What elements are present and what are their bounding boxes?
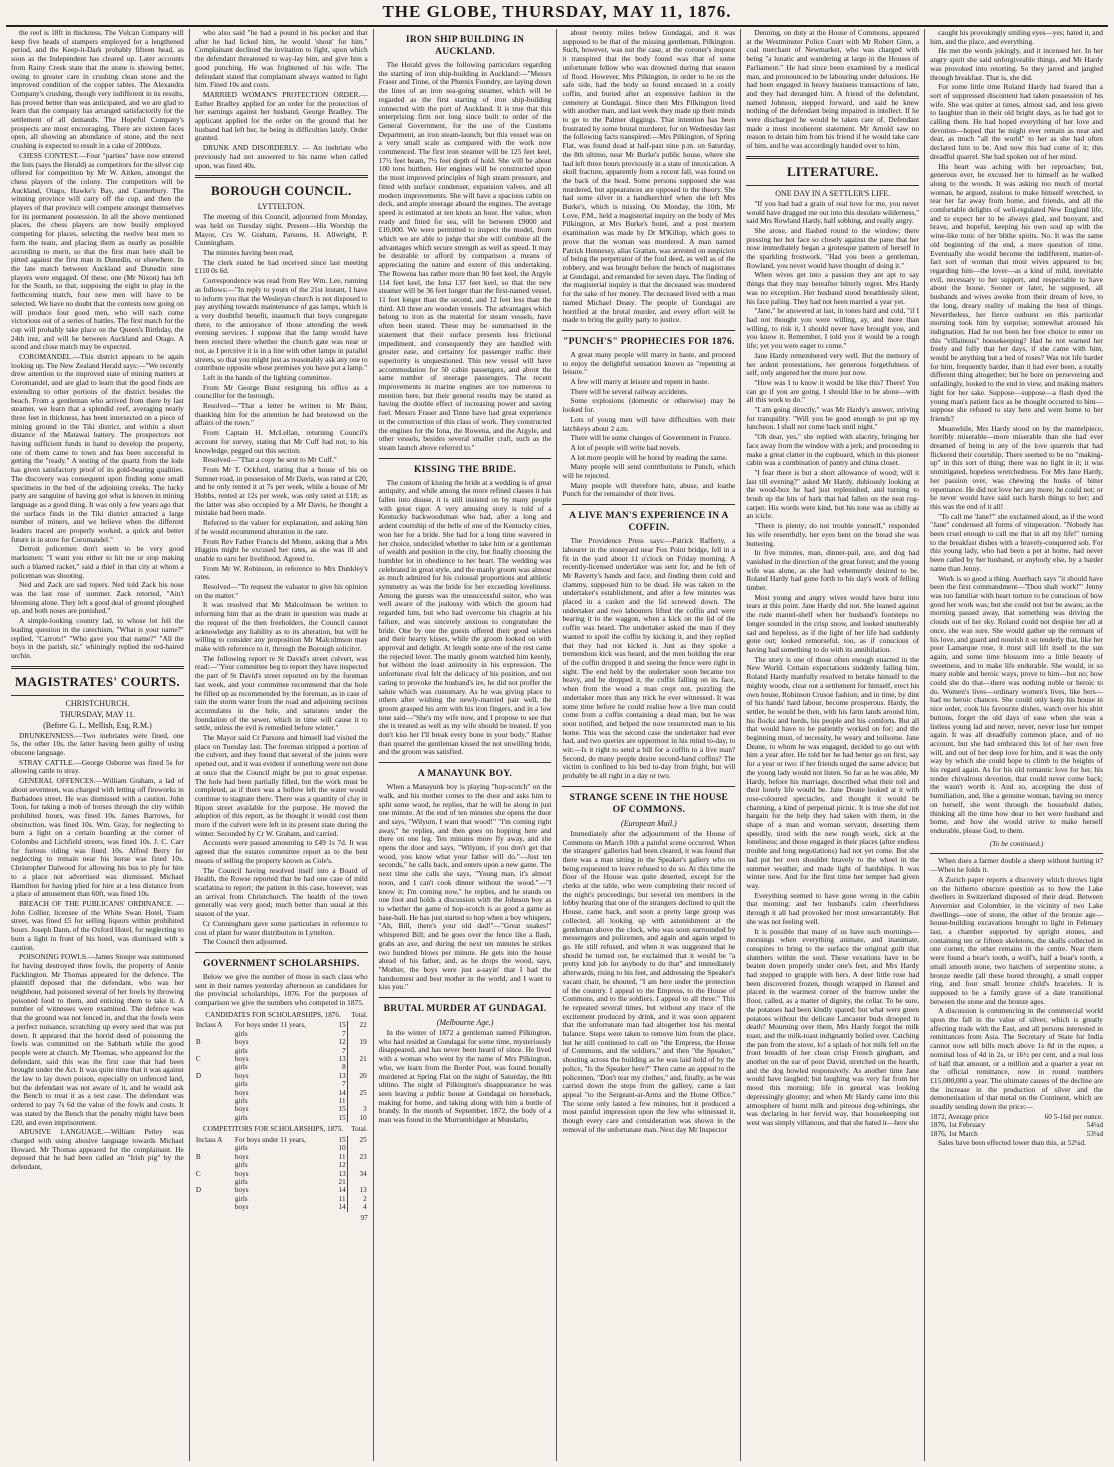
- article-paragraph: CHESS CONTEST.—Four "parties" have now entered the lists (says the Herald) as competitors for the silver cup offered for competition by Mr W. Aitken, amongst the chess players of the colony. The competitors will be Auckland, Otago, Hawke's Bay, and Canterbury. The winning province will carry off the cup, and then the players of that province will compete amongst themselves for its permanent possession. In all the above mentioned places, the chess players are now busily employed competing for places, selecting the twelve best men to form the team, and placing them as nearly as possible according to merit, so that the first man here shall be pitted against the first man in Dunedin, or elsewhere. In the late match between Auckland and Dunedin nine players were engaged. Of these, one (Mr Nixon) has left for the South, so that, supposing the eight to play in the forthcoming match, four new men will have to be selected. We have no doubt that the contests now going on will produce four good men, who will each come victorious out of a series of battles. The first match for the cup will probably take place on the Queen's Birthday, the 24th inst, and will be between Auckland and Otago. A scond and close match may be expected.: [11, 150, 184, 352]
- table-kind-cell: girls: [234, 1113, 248, 1122]
- table-count-cell: 7: [342, 1046, 346, 1055]
- section-subheading: ONE DAY IN A SETTLER'S LIFE.: [775, 188, 891, 198]
- article-paragraph: "Jane," he answered at last, in tones hard and cold, "if I had not thought you were willing, ay, and more than willing, to risk it, I should never have brought you, and you know it. Remember, I told you it would be a rough life; yet you were eager to come.": [746, 306, 920, 351]
- table-kind-cell: boys: [234, 1203, 249, 1212]
- table-total-cell: 25: [347, 1136, 368, 1144]
- table-count-cell: 15: [338, 1021, 346, 1030]
- section-divider: [11, 666, 184, 669]
- table-row: [195, 1030, 368, 1038]
- table-class-cell: [195, 1063, 234, 1071]
- article-paragraph: Many people will send contributions to Punch, which will be rejected.: [562, 462, 736, 481]
- section-heading: LITERATURE.: [786, 163, 879, 179]
- table-row: [195, 1144, 368, 1152]
- article-paragraph: "How was I to know it would be like this? There! You can go if you are going. I should like to be alone—with all this work to do.": [746, 377, 920, 405]
- article-paragraph: A few will marry at leisure and repent in haste.: [570, 377, 710, 387]
- table-class-cell: [195, 1161, 234, 1169]
- table-class-cell: [195, 1195, 234, 1203]
- table-count-cell: 10: [338, 1144, 346, 1153]
- table-class-cell: [195, 1089, 234, 1097]
- table-title-text: CANDIDATES FOR SCHOLARSHIPS, 1876.: [205, 1010, 341, 1019]
- table-kind-cell: boys: [234, 1055, 249, 1064]
- section-divider: [379, 997, 552, 998]
- table-class-cell: [195, 1114, 234, 1122]
- article-paragraph: Left in the hands of the lighting committee.: [202, 372, 332, 382]
- table-class-cell: [195, 1105, 234, 1113]
- article-paragraph: "I fear there is but a short allowance of wood; will it last till evening?" asked Mr Hardy, dubiously looking at the wood-box he had just replenished, and turning to brush up the bits of bark that had fallen on the neat rug-carpet. His words were kind, but his tone was as chilly as an icicle.: [746, 467, 920, 521]
- table-count-cell: 11: [338, 1194, 346, 1203]
- scholarship-table-1875: [195, 1136, 368, 1212]
- table-kind-cell: For boys under 11 years,: [234, 1136, 306, 1144]
- table-class-cell: [195, 1144, 234, 1152]
- table-total-cell: 10: [347, 1114, 368, 1122]
- table-count-cell: 7: [342, 1029, 346, 1038]
- article-paragraph: The meeting of this Council, adjourned from Monday, was held on Tuesday night. Present—His Worship the Mayor, Crs W. Graham, Parsons, H. Allwright, P. Cunningham.: [194, 212, 368, 248]
- article-paragraph: The Mayor said Cr Parsons and himself had visited the place on Tuesday last. The foreman stripped a portion of the culvert, and they found that several of the joints were opened out, and it was evident if something were not done at once that the Council might be put to great expense. The hole had been partially filled, but the work must be completed, as if there was a hollow left the water would continue to stagnate there. There was a quantity of clay in Ripon street available for the purpose. He moved the adoption of this report, as he thought it would cost them more if the culvert were left in its present state during the winter. Seconded by Cr W. Graham, and carried.: [194, 733, 368, 838]
- section-divider: [562, 330, 735, 331]
- table-row: [195, 1080, 368, 1088]
- table-row: [195, 1055, 368, 1063]
- table-kind-cell: girls: [234, 1029, 248, 1038]
- section-heading: BOROUGH COUNCIL.: [210, 183, 352, 199]
- table-kind-cell: girls: [234, 1144, 248, 1153]
- scholarship-table-1876: [195, 1021, 368, 1122]
- article-paragraph: Most young and angry wives would have burst into tears at this point. Jane Hardy did not. She leaned against the rude mantel-shelf when her husband's footsteps no longer sounded in the crisp snow, and looked unutterably sad and hopeless, as if the light of her life had suddenly gone out; looked remorseful, too, as if conscious of having had something to do with its annihilation.: [746, 592, 920, 654]
- article-paragraph: Detroit policemen don't seem to be very good marksmen: "I want you either to hit me or stop making such a blamed racket," said a thief in that city at whom a policeman was shooting.: [11, 544, 184, 580]
- table-row: [195, 1038, 368, 1046]
- table-class-cell: [195, 1047, 234, 1055]
- article-paragraph: The minutes having been read,: [202, 248, 294, 258]
- table-row: [195, 1186, 368, 1194]
- to-be-continued: (To be continued.): [989, 838, 1044, 848]
- article-paragraph: A lot more people will be bored by reading the same.: [570, 452, 728, 462]
- column-5: [741, 29, 925, 1461]
- table-count-cell: 13: [338, 1169, 346, 1178]
- article-paragraph: A lot of people will write bad novels.: [570, 442, 681, 452]
- table-class-cell: B: [195, 1152, 201, 1161]
- article-paragraph: A discussion is commencing in the commercial world upon the fall in the value of silver, which is greatly affecting trade with the East, and all persons interested in remittances from Asia. The Secretary of State for India cannot now sell bills much above 1s 8d in the rupee, a nominal loss of 4d in 2s, or 16½ per cent, and a real loss of half that amount, or a million and a quarter a year on the official remittance, now in round numbers £15,000,000 a year. The ultimate causes of the decline are the increase in the production of silver and the demonetisation of that metal on the Continent, which are steadily sending down the price:—: [930, 1006, 1103, 1112]
- article-source: (European Mail.): [621, 818, 677, 828]
- article-paragraph: Meanwhile, Mrs Hardy stood on by the mantelpiece, horribly miserable—more miserable than she had ever dreamed of being in any of the love quarrels that had flickered their courtship. There seemed to be no "making-up" in this sort of thing; there was no light in it; it was unmitigated, hopeless wretchedness. For Mrs Jane Hardy, her passion over, was chewing the husks of bitter repentance. He did not love her any more; he could not; or he never would have said such harsh things to her; and this was the end of it all!: [930, 423, 1103, 511]
- section-subheading: LYTTELTON.: [257, 202, 305, 212]
- table-class-cell: [195, 1097, 234, 1105]
- table-total-cell: 23: [347, 1153, 368, 1161]
- silver-price-value: 54¼d: [1086, 1120, 1103, 1130]
- table-total-label: Total.: [351, 1010, 368, 1019]
- table-total-cell: [347, 1161, 368, 1169]
- table-count-cell: 21: [338, 1178, 346, 1187]
- table-count-cell: 13: [338, 1055, 346, 1064]
- section-divider: [930, 853, 1103, 854]
- column-1: [6, 29, 190, 1461]
- table-title: [195, 1011, 368, 1020]
- article-paragraph: Accounts were passed amounting to £49 1s 7d. It was agreed that the estates committee report as to the best means of selling the property known as Cole's.: [194, 838, 368, 865]
- article-paragraph: "There is plenty; do not trouble yourself," responded his wife resentfully, her eyes bent on the bread she was buttering.: [746, 521, 920, 548]
- table-total-cell: 4: [347, 1203, 368, 1211]
- silver-price-date: 1872, Average price: [930, 1111, 989, 1121]
- article-paragraph: Jane Hardy remembered very well. But the memory of her ardent protestations, her generous forgetfulness of self, only angered her the more just now.: [746, 350, 920, 378]
- table-class-cell: [195, 1178, 234, 1186]
- article-paragraph: In the winter of 1872 a gentleman named Pilkington, who had resided at Gundagai for some time, mysteriously disappeared, and has never been heard of since. He lived with a woman who went by the name of Mrs Pilkington, who, we learn from the Border Post, was found brutally murdered at Spring Flat on the night of Saturday, the 8th ultimo. The night of Pilkington's disappearance he was seen leaving a public house at Gundagai on horseback, making for home, and taking along with him a bottle of brandy. In the month of September, 1872, the body of a man was found in the Murrumbidgee at Mundarlo,: [378, 1028, 552, 1125]
- table-count-cell: 7: [342, 1080, 346, 1089]
- masthead: THE GLOBE, THURSDAY, MAY 11, 1876.: [382, 2, 732, 21]
- article-paragraph: "I am going directly," was Mr Hardy's answer, striving for tranquility. "Will you be good enough to put up my luncheon. I shall not come back until night.": [746, 405, 920, 432]
- article-paragraph: Many people will therefore hate, abuse, and loathe Punch for the remainder of their lives.: [562, 480, 736, 499]
- article-paragraph: In five minutes, man, dinner-pail, axe, and dog had vanished in the direction of the great forest; and the young wife was alone, as she had vehemently desired to be. Roland Hardy had gone forth to his day's work of felling timber.: [746, 548, 920, 593]
- table-count-cell: 15: [338, 1113, 346, 1122]
- table-grand-total: 97: [360, 1213, 368, 1222]
- table-kind-cell: boys: [234, 1105, 249, 1114]
- article-paragraph: There will be some changes of Government in France.: [570, 433, 732, 443]
- article-paragraph: The clerk stated he had received since last meeting £110 0s 6d.: [194, 257, 368, 276]
- section-divider: [562, 786, 735, 787]
- article-paragraph: Sales have been effected lower than this, at 52¼d.: [938, 1137, 1086, 1147]
- table-total-cell: [347, 1047, 368, 1055]
- section-divider: [11, 695, 184, 696]
- section-divider: [379, 458, 552, 459]
- section-divider: [746, 156, 919, 159]
- article-paragraph: GENERAL OFFENCES.—William Graham, a lad of about seventeen, was charged with letting off fireworks in Barbadoes street. He was dismissed with a caution. John Toon, for taking a mob of horses through the city within prohibited hours, was fined 10s. James Barrows, for obstruction, was fined 10s. Wm. Gray, for neglecting to burn a light on a certain hoarding at the corner of Colombo and Lichfield streets, was fined 10s. J. C. Carr for furious riding was fined 10s. Alfred Berry for neglecting to remain near his horse was fined 10s. Christopher Dalwood for allowing his bus to ply for hire to a place not advertised was dismissed. Michael Hamilton for having plied for hire at a less distance from a place of amusement than 60ft, was fined 10s.: [11, 776, 184, 899]
- silver-price-value: 53¼d: [1086, 1129, 1103, 1139]
- table-total-cell: [347, 1097, 368, 1105]
- table-row: [195, 1203, 368, 1211]
- silver-price-value: 60 5-16d per ounce.: [1044, 1111, 1103, 1121]
- article-paragraph: From Mr T. Ockford, stating that a house of his on Sumner road, in possession of Mr Davis, was rated at £20, and he only rented it at 7s per week, while a house of Mr Hobbs, rented at 12s per week, was only rated at £18; as the latter was also occupied by a Mr Davis, he thought a mistake had been made.: [194, 464, 368, 518]
- article-paragraph: Immediately after the adjournment of the House of Commons on March 10th a painful scene occurred. When the strangers' galleries had been cleared, it was found that there was a man sitting in the Speaker's gallery who on being requested to leave refused to do so. At this time the floor of the House was quite deserted, except for the clerks at the table, who were completing their record of the night's proceedings; but several ten members in the lobby hearing that one of the strangers declined to quit the House, came back, and soon a pretty large group was collected, all looking up with astonishment at the gentleman above the clock, who was soon surrounded by messengers and policemen, and again and again urged to go. He still refused, and when it was suggested that he should be turned out, he exclaimed that it would be "a pretty kind job for anybody to do that" and immediately afterwards, rising to his feet, and addressing the Speaker's vacant chair, he shouted, "I am here under the protection of the country. I appeal to the Empress, to the House of Commons, and to the soldiers. I appeal to all three." This he repeated several times, but without any trace of the excitement produced by drink, and it was soon apparent that the unfortunate man had altogether lost his mental balance. Steps were taken to remove him from the place, but he still continued to call on "the Empress, the House of Commons, and the soldiers," and then "the Speaker," shouting across the building as he was laid hold of by the police, "Is the Speaker here?" Then came an appeal to the policemen, "Don't tear my clothes," and, finally, as he was carried down the steps from the gallery, came a last appeal "to the Sergeant-at-Arms and the Home Office." The scene only lasted a few minutes, but it produced a most painful impression upon the few who witnessed it, though every care and consideration was shown in the removal of the unfortunate man. Next day Mr Inspector: [562, 828, 736, 1134]
- table-count-cell: 12: [338, 1038, 346, 1047]
- table-kind-cell: girls: [234, 1097, 248, 1106]
- table-count-cell: 14: [338, 1186, 346, 1195]
- column-3: [374, 29, 558, 1461]
- column-6: [925, 29, 1108, 1461]
- table-total-cell: 19: [347, 1038, 368, 1046]
- table-total-label: Total.: [351, 1125, 368, 1134]
- table-total-cell: 20: [347, 1072, 368, 1080]
- article-paragraph: "To call me 'Jane!'" she exclaimed aloud, as if the word "Jane" condensed all forms of vituperation. "Nobody has been cruel enough to call me that in all my life!" turning to the breakfast dishes with a bravely-conquered sob. For this young lady, who had been a pet at home, had never been called by her husband, or anybody else, by a harder name than Jenny.: [930, 511, 1103, 573]
- masthead-rule: [6, 25, 1108, 27]
- article-paragraph: When does a farmer double a sheep without hurting it?—When he folds it.: [930, 856, 1103, 875]
- table-class-cell: [195, 1080, 234, 1088]
- table-kind-cell: girls: [234, 1046, 248, 1055]
- silver-price-date: 1876, 1st February: [930, 1120, 986, 1130]
- table-row: [195, 1105, 368, 1113]
- section-divider: [195, 175, 368, 178]
- table-total-cell: 21: [347, 1055, 368, 1063]
- section-heading: IRON SHIP BUILDING IN AUCKLAND.: [405, 35, 525, 57]
- table-total-cell: 2: [347, 1195, 368, 1203]
- table-row: [195, 1047, 368, 1055]
- section-heading: BRUTAL MURDER AT GUNDAGAI.: [383, 1004, 547, 1015]
- table-class-cell: B: [195, 1038, 201, 1047]
- article-paragraph: A simple-looking country lad, to whose lot fell the leading question in the catechism, "What is your name?" replied, "Carrots!" "Who gave you that name?" "All the boys in the parish, sir," whiningly replied the red-haired urchin.: [11, 616, 184, 660]
- section-heading: A MANAYUNK BOY.: [417, 769, 513, 780]
- article-paragraph: BREACH OF THE PUBLICANS' ORDINANCE. —John Collier, licensee of the White Swan Hotel, Tuam street, was fined £5 for selling liquors within prohibited hours. Joseph Dann, of the Oxford Hotel, for neglecting to burn a light in front of his hotel, was dismissed with a caution.: [11, 898, 184, 952]
- table-count-cell: 8: [342, 1063, 346, 1072]
- table-class-cell: D: [195, 1071, 202, 1080]
- section-heading: KISSING THE BRIDE.: [414, 464, 517, 475]
- article-paragraph: POISONING FOWLS.—James Stoupe was summoned for having destroyed three fowls, the property of Annie Packlington. Mr Thomas appeared for the defence. The plaintiff deposed that the defendant, who was her neighbour, had poisoned several of her fowls by throwing poisoned food to them, and enticing them to take it. A number of witnesses were examined. The defence was that the ground was not fenced in, and that the fowls were a perfect nuisance, scratching up every seed that was put down. It appeared that the horrid deed of poisoning the fowls was committed on the Sabbath while the good people were at church. Mr Thomas, who appeared for the defendant, said this was the first case that had been brought under the Act. It was quite time that it was against the law to lay down poison, especially on unfenced land, but the defendant was not aware of it, and he would ask the Bench to treat it as a test case. The defendant was ordered to pay 7s 6d the value of the fowls and costs. It was stated by the Bench that the penalty might have been £20, and even imprisonment.: [11, 952, 184, 1127]
- table-count-cell: 11: [338, 1097, 346, 1106]
- table-total-cell: 34: [347, 1170, 368, 1178]
- table-total-cell: [347, 1178, 368, 1186]
- article-paragraph: It was resolved that Mr Malcolmson be written to informing him that as the drain in question was made at the request of the then freeholders, the Council cannot acknowledge any liability as to its alteration, but will be willing to consider any proposition Mr Malcolmson may make with reference to it, through the Borough solicitor.: [194, 600, 368, 653]
- article-paragraph: Some explosions (domestic or otherwise) may be looked for.: [562, 396, 736, 415]
- article-paragraph: Correspondence was read from Rev Wm. Lee, running as follows:—"In reply to yours of the 21st instant, I have to inform you that the Wesleyan church is not disposed to pay anything towards maintenance of gas lamps, which is a very doubtful benefit, inasmuch that boys congregate there, to the annoyance of those attending the week evening services. I suppose that the lamp would have been erected there whether the church gate was near or not, as I perceive it is in a line with other lamps in parallel streets, so that you might just as reasonably ask any one to contribute opposite whose premises you have put a lamp.": [194, 276, 368, 373]
- article-paragraph: A Zurich paper reports a discovery which throws light on the hitherto obscure question as to how the Lake dwellers in Switzerland disposed of their dead. Between Auvernier and Colombier, in the vicinity of two Lake dwellings—one of stone, the other of the bronze age—house-building excavations brought to light in February last, a chamber supported by upright stones, and containing ten or fifteen skeletons, the skulls collected in one corner, the other remains in the centre. Near them were found a bear's tooth, a wolf's, half a boar's tooth, a small smooth stone, two hatchets of serpentine stone, a bronze needle (all these bored through), a small copper ring, and four small bronze child's bracelets. It is supposed to be a family grave of a date transitional between the stone and the bronze ages.: [930, 874, 1103, 1006]
- article-paragraph: STRAY CATTLE.—George Osborne was fined 5s for allowing cattle to stray.: [11, 757, 184, 776]
- article-paragraph: DRUNKENNESS.—Two inebriates were fined, one 5s, the other 10s, the latter having been guilty of using obscene language.: [11, 730, 184, 758]
- court-date: THURSDAY, MAY 11.: [59, 709, 135, 719]
- article-paragraph: For some little time Roland Hardy had feared that a sort of suppressed discontent had taken possession of his wife. She was quiter at times, almost sad, and less given to laughter than in their old bright days, as he had got to calling them. He had hoped everything of her love and devotion—hoped that he might ever remain as near and dear, as much "all the world" to her as she had often declared him to be. And now this had come of it; this dreadful quarrel. She had spoken out of her mind.: [930, 82, 1103, 161]
- article-paragraph: Resolved—"To request the valuator to give his opinion on the matter.": [194, 582, 368, 600]
- column-2: [190, 29, 374, 1461]
- article-paragraph: From Mr W. Robinson, in reference to Mrs Dunkley's rates.: [194, 563, 368, 582]
- article-paragraph: about twenty miles below Gundagai, and it was supposed to be that of the missing gentleman, Pilkington. Such, however, was not the case, at the coroner's inquest it transpired that the body found was that of some unfortunate fellow who was drowned during that season of flood. However, Mrs Pilkington, in order to be on the safe side, had the body so found encased in a costly coffin, and buried after an expensive fashion in the cemetery at Gundagai. Since then Mrs Pilkington lived with another man, and last week they made up their minds to go to the Palmer diggings. That intention has been frustrated by some brutal murderer, for on Wednesday last the following facts transpired:—Mrs Pilkington, of Spring Flat, was found dead at half-past nine p.m. on Saturday, the 8th ultimo, near Mr Burke's public house, where she had left three hours previously in a state of intoxication. A skull fracture, apparently from a recent fall, was found on the back of the head. Some persons supposed she was murdered, but appearances are opposed to the theory. She had some silver in a handkerchief when she left Mrs Burke's, which is missing. On Monday, the 10th, Mr Love, P.M., held a magisterial inquiry on the body of Mrs Pilkington, at Mrs Burke's hotel, and a post mortem examination was made by Dr M'Killop, which goes to prove that the woman was murdered. A man named Patrick Hennessy, alias Grattan, was arrested on suspicion of being the perpetrator of the foul deed, as well as of the robbery, and was brought before the bench of magistrates at Gundagai, and remanded for seven days. The finding of the magisterial inquiry is that the deceased was murdered for the sake of her money. The deceased lived with a man named Michael Deasy. The people of Gundagai are horrified at the brutal murder, and every effort will be made to bring the guilty party to justice.: [562, 29, 736, 325]
- section-heading: STRANGE SCENE IN THE HOUSE OF COMMONS.: [569, 792, 729, 815]
- table-title-text: COMPETITORS FOR SCHOLARSHIPS, 1875.: [202, 1125, 344, 1134]
- article-paragraph: The Providence Press says:—Patrick Rafferty, a labourer in the stoneyard near Fox Point bridge, fell in a fit in the yard about 11 o'clock on Friday morning. A recently-licensed undertaker was sent for, and he felt of Mr Raverty's hands and face, and finding them cold and clammy, supposed him to be dead. He was taken to the undertaker's establishment, and after a few minutes was placed in a casket and the lid screwed down. The undertaker and two labourers lifted the coffin and were bearing it to the waggon, when a kick on the lid of the coffin was heard. The undertaker asked the man if they wanted to spoil the coffin by kicking it, and they replied that they had not kicked it. Just as they spoke a tremendous kick was heard, and the men holding the rear of the coffin dropped it and seeing the fence were right in sight. The end held by the undertaker soon became too heavy, and he dropped it, the coffin falling on its face, when from the wood a man crept out, puzzling the undertaker more than any trick he ever witnessed. It was some time before he could realise how a live man could come from a coffin containing a dead man, but he was soon notified, and helped the now resurrected man to his home. This was the second case the undertaker had ever had, and two queries are uppermost in his mind to-day, to wit:—Is it right to send a bill for a coffin to a live man? Second, do many people desire second-hand coffins? The victim is confined to his bed to-day from fright, but will probably be all right in a day or two.: [562, 536, 736, 781]
- table-count-cell: 12: [338, 1161, 346, 1170]
- table-row: [195, 1063, 368, 1071]
- table-kind-cell: girls: [234, 1161, 248, 1170]
- table-count-cell: 15: [338, 1105, 346, 1114]
- table-class-cell: [195, 1030, 234, 1038]
- section-divider: [746, 185, 919, 186]
- article-paragraph: the reef is 18ft in thickness. The Vulcan Company will keep five heads of stampers employed for a lengthened period, and the Keep-it-Dark probably fifteen head, as soon as the Independent has cleared up. Later accounts from Rainy Creek state that the stone is showing better, owing to greater care in crushing clean stone and the improved condition of the copper tables. The Alexandra Company's crushing, though very indifferent in its results, has proved better than was anticipated, and we are glad to learn that the company has arranged satisfactorily for the settlement of all demands. The Hopeful Company's prospects are most encouraging. There are sixteen faces open, all showing an abundance of stone, and the next crushing is expected to result in a cake of 2000ozs.: [11, 29, 184, 151]
- table-kind-cell: boys: [234, 1186, 249, 1195]
- table-row: [195, 1161, 368, 1169]
- table-kind-cell: boys: [234, 1152, 249, 1161]
- table-kind-cell: boys: [234, 1169, 249, 1178]
- section-heading: "PUNCH'S" PROPHECIES FOR 1876.: [563, 336, 735, 347]
- table-class-cell: D: [195, 1186, 202, 1195]
- article-paragraph: Work is so good a thing. Auerbach says "it should have been the first commandment—'Thou shalt work!'" Jenny was too familiar with heart torture to be conscious of how good her work was; but she could not but be aware, as the morning passed away, that something was driving the clouds out of her sky. Roland could not despise her all at once, she was sure. She would gather up the remnant of his love, and guard and nourish it so tenderly that, like her poor Lamarque rose, it must still lift itself to the sun again, and some time blossom into a little beauty of sweetness, and to make life endurable. She would, in so many noble and heroic ways, prove to him—but no; how could she do that—there was nothing noble or heroic to do. Women's lives—ordinary women's lives, like hers—had no heroic chances. She could only keep his house in nice order, cook his favourite dishes, watch over his shirt buttons, forget the old days of ease when she was a listless young lad and never, never, never lose her temper again. It was all dreadfully common place, and of no account, but she had embraced this lot of her own free will, and out of her deep love for him, and it was the only way by which she could hope to climb to the heights of his regard again. As for his old romantic love for her, his tender chivalrous devotion, that could never come back; the wasn't worth it. And so, accepting the dust of humiliation, and, like a genuine woman, having no mercy on herself, she went through the household duties, thinking all the time how dear to her were husband and home, and how she would strive to make herself endurable, please God, to them.: [930, 573, 1103, 835]
- court-place: CHRISTCHURCH.: [65, 698, 130, 708]
- table-kind-cell: girls: [234, 1063, 248, 1072]
- table-row: [195, 1072, 368, 1080]
- column-4: [557, 29, 741, 1461]
- article-paragraph: The Council having resolved itself into a Board of Health, the Rowse reported that he had one case of mild scarlatina to report; the patient in this case, however, was an arrival from Christchurch. The health of the town generally was very good; much better than usual at this season of the year.: [194, 865, 368, 919]
- section-divider: [562, 504, 735, 505]
- article-paragraph: From Captain H. McLellan, returning Council's account for survey, stating that Mr Cuff had not, to his knowledge, pegged out this section.: [194, 428, 368, 455]
- table-row: [195, 1089, 368, 1097]
- table-row: [195, 1178, 368, 1186]
- silver-price-date: 1876, 1st March: [930, 1129, 978, 1139]
- article-paragraph: The following report re St David's street culvert, was read:—"Your committee beg to report they have inspected the part of St David's street reported on by the foreman last week, and your committee recommend that the hole be filled up as recommended by the foreman, as in case of rain the storm water from the road and adjoining sections accumulates in the hole, and saturates under the foundation of the sewer, which in time will cause it to settle, unless the evil is remedied before winter.": [194, 653, 368, 733]
- article-paragraph: When a Manayunk boy is playing "hop-scotch" on the walk, and his mother comes to the door and asks him to split some wood, he replies, that he will be along in just one minute. At the end of ten minutes she opens the door and says, "Wilyum, I want that wood!" "I'm coming right away," he replies, and then goes on hopping here and there on one leg. Ten minutes more fly away, and she opens the door and says, "Wilyum, if you don't get that wood, you know what your father will do."—Just ten seconds," he calls back, and enters upon a new game. The next time she calls she says, "Young man, it's almost noon, and I can't cook dinner without the wood."—"I know it; I'm coming now," he replies, and he stands on one foot and holds a discussion with the Johnson boy as to whether the game of hop-scotch is as good a game as base-ball. He has just started to hop when a boy whispers, "Ah, Bill, there's your old dad!"—"Great snakes!" whispered Bill; and he goes over the fence like a flash, grabs an axe, and during the next ten minutes he strikes two hundred blows per minute. He gets into the house ahead of his father, and, as he drops the wood, says, "Mother, the boys were just a-sayin' that I had the handsomest and best mother in the world, and I want to kiss you.": [378, 782, 552, 992]
- article-paragraph: The custom of kissing the bride at a wedding is of great antiquity, and while among the more refined classes it has fallen into disuse, it is still insisted on by many people with great rigor. A very amusing story is told of a Kentucky backwoodsman who had, after a long and ardent courtship of the belle of one of the Kentucky cities, won her for a bride. She had for a long time wavered in her choice, undecided whether to take him or a gentleman of wealth and position in the city, but finally choosing the humbler lot in obedience to her heart. The wedding was celebrated in great style, and the manly groom was almost as much admired for his colossal proportions and athletic symmetry as was the bride for her exceeding loveliness. Among the guests was the unsuccessful suitor, who was well aware of the jealousy with which the groom had regarded him, but who had overcome his chagrin at his failure, and was sincerely anxious to congratulate the bride. One by one the guests offered their good wishes and their hearty kisses, while the groom looked on with approval and delight. At length some one of the rest came the rejected lover. The manly groom watched him keenly, but without the least animosity in his expression. The unfortunate rival felt the delicacy of his position, and not caring to provoke the husband's ire, he did not proffer the salute which was customary. As he was giving place to others after wishing the newly-married pair well, the groom grasped his arm with his iron fingers, and in a low tone said—"She's my wife now, and I propose to see that she is treated as well as my wife should be treated. If you don't kiss her I'll break every bone in your body." Rather than quarrel the gentleman kissed the not unwilling bride, and the groom was satisfied.: [378, 477, 552, 757]
- table-class-cell: C: [195, 1055, 201, 1064]
- article-paragraph: The story is one of those often enough enacted in the New World. Certain expectations suddenly failing him, Roland Hardy manfully resolved to betake himself to the mighty woods, clear out a settlement for himself, erect his own house, Robinson Crusoe fashion; and in time, by dint of his hands' hard labour, become prosperous. Hardy, the settler, he would be then, with his farm lands around him, his flocks and herds, his people and his comforts. But all that would have to be patiently worked on for; and the beginning must, of necessity, be weary and toilsome. Jane Deane, to whom he was engaged, decided to go out with him a year after. He told her he had better go on first, say for a year or two: if her friends urged the same advice; but the young lady would not listen. So far as he was able, Mr Hardy, before his marriage, described what their toil and their lonely life would be. Jane Deane looked at it with rose-coloured spectacles, and thought it would be charming, a kind of perpetual picnic. It is true she did not bargain for the help they had taken with them, in the shape of a man and woman servant, deserting them speedily, tired with the new rough work, sick at the loneliness; and those engaged in their places (after endless trouble and long negotiations) had not yet come. But she had put her own shoulder bravely to the wheel in the summer weather, and made light of hardships. It was winter now. And for the first time her temper had given way.: [746, 654, 920, 890]
- table-total-cell: 22: [347, 1021, 368, 1029]
- table-total-cell: 3: [347, 1105, 368, 1113]
- table-total-cell: 13: [347, 1186, 368, 1194]
- table-row: [195, 1097, 368, 1105]
- article-paragraph: She arose, and flashed round to the window; there pressing her hot face so closely against the pane that her nose immediately began a grotesque pattern of herself in the sparkling frostwork. "Had you been a gentleman, Rowland, you never would have thought of doing it.": [746, 225, 920, 270]
- article-paragraph: Referred to the valuer for explanation, and asking him if he would recommend alteration in the rate.: [194, 518, 368, 536]
- table-kind-cell: boys: [234, 1088, 249, 1097]
- table-row: [195, 1114, 368, 1122]
- table-count-cell: 13: [338, 1071, 346, 1080]
- silver-price-list: [930, 1113, 1103, 1139]
- page-columns: [6, 29, 1108, 1461]
- section-heading: GOVERNMENT SCHOLARSHIPS.: [203, 958, 360, 969]
- article-paragraph: A great many people will marry in haste, and proceed to enjoy the delightful sensation known as "repenting at leisure.": [562, 349, 736, 377]
- table-kind-cell: girls: [234, 1178, 248, 1187]
- article-paragraph: COROMANDEL.—This district appears to be again looking up. The New Zealand Herald says:—"We recently drew attention to the improved state of mining matters at Coromandel, and are glad to learn that the good finds are extending to other portions of the district besides the beach. From a gentleman who arrived from there by last steamer, we learn that a splendid reef, averaging nearly three feet in thickness, has been intersected on a piece of mining ground in the Tiki district, and within a short distance of the Matawai battery. The prospectors not having sufficient funds in hand to develop the property, one of them came to town and has been successful in getting the "ready." A testing of the quartz from the lode has given satisfactory proof of its gold-bearing qualities. The discovery was consequent upon finding some small specimens in the bed of the adjoining creeks. The lucky party are sanguine of having got what is known in mining language as a good thing. It was only a few years ago that the surface finds in the Tiki district attracted a large number of miners, and we believe when the different leaders traced are properly worked, a quick and better future is in store for Coromandel.": [11, 352, 184, 544]
- table-class-cell: Inclass A: [195, 1021, 223, 1030]
- section-heading: A LIVE MAN'S EXPERIENCE IN A COFFIN.: [569, 511, 729, 534]
- article-paragraph: Lots of young men will have difficulties with their latchkeys about 2 a.m.: [562, 414, 736, 433]
- article-paragraph: The Council then adjourned.: [202, 937, 288, 947]
- table-class-cell: [195, 1203, 234, 1211]
- article-paragraph: Cr Cunningham gave some particulars in reference to cost of plant for water distribution in Lyttelton.: [194, 918, 368, 937]
- table-kind-cell: boys: [234, 1071, 249, 1080]
- article-paragraph: DRUNK AND DISORDERLY. — An inebriate who previously had not answered to his name when called upon, was fined 40s.: [194, 143, 368, 170]
- table-kind-cell: girls: [234, 1194, 248, 1203]
- table-kind-cell: boys: [234, 1038, 249, 1047]
- section-divider: [195, 952, 368, 953]
- table-count-cell: 14: [338, 1203, 346, 1212]
- article-paragraph: His heart was aching with her reproaches; but, generous ever, he excused her to himself as he walked along to the woods. It was asking too much of mortal woman, he argued, zealous to make himself wretched, to tear her far away from home, and friends, and all the comfortable delights of well-regulated New England life, and to expect her to be always glad, and buoyant, and brave, and hopeful, keeping his own soul up with the wine-like tonic of her blithe spirits. No. It was the same old beginning of the end, a mere question of time. Eventually she would become the indifferent, matter-of-fact sort of woman that most wives appeared to be; regarding him—the lover—as a kind of mild, inevitable evil, necessary to her support, and respectable to have about the house. Sooner or later, he supposed, all husbands and wives awoke from their dream of love, to the long, dreary reality of making the best of things. Nevertheless, her fierce outburst on this particular morning took him by surprise; somewhat aroused his indignation. Had he not been her free choice to enter on this "villainous" housekeeping? Had he not warned her freely and fully that her days, if she came with him, would be anything but a bed of roses? Was not life harder for him, frequently harder, than it had ever been, a totally different thing altogether; but he bore on persevering and unfailingly, looked to the end in view, and making matters light for her sake. Suppose—suppose—a flash dyed the young man's patient face as he thought occurred to him—suppose she refused to stay here and went home to her friends?: [930, 161, 1103, 423]
- court-bench: (Before G. L. Mellish, Esq, R.M.): [43, 720, 152, 730]
- article-paragraph: Resolved—"That a letter be written to Mr Buist, thanking him for the attention he had bestowed on the affairs of the town.": [194, 401, 368, 428]
- article-paragraph: "If you had had a grain of real love for me, you never would have dragged me out into this desolate wilderness," said Mrs Rowland Hardy, half sobbing, and really angry.: [746, 198, 920, 226]
- article-source: (Melbourne Age.): [436, 1018, 494, 1028]
- article-paragraph: "Oh dear, yes," she replied with alacrity, bringing her face away from the window with a jerk; and proceeding to make a great clatter in the cupboard, which in this pioneer cabin was a combination of pantry and china closet.: [746, 432, 920, 468]
- article-paragraph: ABUSIVE LANGUAGE.—William Petley was charged with using abusive language towards Michael Howard. Mr Thomas appeared for the complainant. He deposed that he had been called an "Irish pig" by the defendant,: [11, 1127, 184, 1172]
- table-class-cell: C: [195, 1169, 201, 1178]
- table-kind-cell: For boys under 11 years,: [234, 1021, 306, 1030]
- article-paragraph: Everything seemed to have gone wrong in the cabin that morning; and her husband's calm cheerfulness through it all had provoked her most unwarrantably. But she was not feeling well.: [746, 890, 920, 926]
- table-class-cell: Inclass A: [195, 1136, 223, 1144]
- table-title: [195, 1125, 368, 1134]
- article-paragraph: Below we give the number of those in each class who sent in their names yesterday afternoon as candidates for the provincial scholarships, 1876. For the purposes of comparison we give the numbers who competed in 1875.: [194, 971, 368, 1008]
- article-paragraph: MARRIED WOMAN'S PROTECTION ORDER.—Esther Bradley applied for an order for the protection of her earnings against her husband, George Bradley. The applicant applied for the order on the ground that her husband had left her, he being in difficulties lately. Order granted.: [194, 89, 368, 143]
- article-paragraph: Ned and Zack are sad topers. Ned told Zack his nose was the last rose of summer. Zack retorted, "Ain't blooming alone. They left a good deal of ground ploughed up, and both noses are punished.": [11, 580, 184, 616]
- table-total-cell: [347, 1063, 368, 1071]
- article-paragraph: who also said "he had a pound in his pocket and that after he had licked him, he would 'shout' for him." Complainant declined the invitation to fight, upon which the defendant threatened to way-lay him, and give him a good punching. He was frightened of his wife. The defendant stated that complainant always wanted to fight him. Fined 10s and costs.: [194, 29, 368, 90]
- table-row: [195, 1153, 368, 1161]
- article-paragraph: From Mr George Buist resigning his office as a councillor for the borough.: [194, 382, 368, 401]
- table-row: [195, 1136, 368, 1144]
- table-total-cell: [347, 1080, 368, 1088]
- table-row: [195, 1170, 368, 1178]
- article-paragraph: It is possible that many of us have such mornings—mornings when everything animate, and inanimate, conspires to bring to the surface the original guilt that slumbers within the soul. These vexations have to be beaten down properly under one's feet, and Mrs Hardy had stepped to grapple with hers. A deer little rose had been discovered frozen, though wrapped in flannel and placed in the warmest corner of the burrow under the floor, called, as a matter of dignity, the cellar. To be sure, the potatoes had been kindly spared; but what were green potatoes without the delicate Lancaster buds drooped in death? Mourning over them, Mrs Hardy forgot the milk toast, and the milk-toast indignantly boiled over. Catching the pan from the stove, lo! a splash of hot milk fell on the front breadth of her clean crisp French gingham, and another on the ear of poor David, stretched on the hearth, and the dog howled responsively. As another time Jane would have laughed; but laughing was very far from her mood this morning; life in general was looking depressingly gloomy; and when Mr Hardy came into this atmosphere of burnt milk and piteous dog-whinings, she was declaring in her fervid way, that housekeeping out west was simply villanous, and that she hated it—here she: [746, 926, 920, 1127]
- table-row: [195, 1195, 368, 1203]
- table-count-cell: 11: [338, 1152, 346, 1161]
- section-heading: MAGISTRATES' COURTS.: [14, 673, 180, 689]
- article-paragraph: From Rev Father Francis del Monte, asking that a Mrs Higgins might be excused her rates, as she was ill and unable to earn her livelihood. Agreed to.: [194, 536, 368, 563]
- article-paragraph: There will be several railway accidents.: [570, 386, 688, 396]
- section-divider: [379, 762, 552, 763]
- article-paragraph: Resolved—"That a copy be sent to Mr Cuff.": [202, 455, 337, 465]
- article-paragraph: Denning, on duty at the House of Commons, appeared at the Westminster Police Court with Mr Robert Ginn, a coal merchant of Newmarket, who was charged with being "a lunatic and wandering at large in the Houses of Parliament." He had since been examined by a medical man, and pronounced to be labouring under delusions. He had been engaged in heavy business transactions of late, and they had deranged him. A friend of the defendant, named Johnson, stepped forward, and said he knew nothing of the defendant being impaired in intellect. If he were discharged he would be taken care of. Defendant made a most incoherent statement. Mr Arnold saw no reason to detain him from his friend if he would take care of him, and he was accordingly handed over to him.: [746, 29, 920, 151]
- table-total-cell: [347, 1030, 368, 1038]
- article-paragraph: The Herald gives the following particulars regarding the starting of iron ship-building in Auckland:—"Messrs Fraser and Tinne, of the Phœnix Foundry, are laying down the lines of an iron sea-going steamer, which will be regarded as the first starting of iron ship-building connected with the port of Auckland. It is true that this enterprising firm not long since built to order of the General Government, for the use of the Customs Department, an iron steam-launch; but this vessel was on a very small scale as compared with the work now commenced. The first iron steamer will be 125 feet keel, 17½ feet beam, 7½ feet depth of hold. She will be about 100 tons burthen. Her engines will be constructed upon the most improved principles of high steam pressure, and fitted with surface condenser, expansion valves, and all modern improvements. She will have a spacious cabin on deck, and ample steerage aboard the engines. The average speed is estimated at ten knots an hour. Her value, when ready and fitted for sea, will be between £9000 and £10,000. We were permitted to inspect the model, from which we are able to judge that she will combine all the advantages which secure strength as well as speed. It may be desirable to afford by comparison a means of appreciating the nature and extent of this undertaking. The Rowena has rather more than 90 feet keel, the Argyle 114 feet keel, the Iona 137 feet keel, so that the new steamer will be 36 feet longer than the first-named vessel, 11 feet longer than the second, and 12 feet less than the third. All three are wooden vessels. The advantages which belong to iron as the material for steam vessels, have often been stated. These may be summarised in the statement that their surface presents less frictional impediment, and consequently they are handled with greater ease, and certainty for passenger traffic their superiority is unquestioned. This new vessel will have accommodation for 50 cabin passengers, and about the same number of steerage passengers. The recent improvements in marine engines are too numerous to mention here, but their general results may be stated as having the double effect of increasing power and saving fuel. Messrs Fraser and Tinne have had great experience in the construction of this class of work. They constructed the engines for the Iona, the Rowena, and the Argyle, and other vessels, besides several smaller craft, such as the steam launch above referred to.": [378, 60, 552, 452]
- table-count-cell: 15: [338, 1136, 346, 1144]
- table-count-cell: 14: [338, 1088, 346, 1097]
- table-total-cell: [347, 1144, 368, 1152]
- article-paragraph: He met the words jokingly, and it incensed her. In her angry spirit she said unforgiveable things, and Mr Hardy was provoked into retorting. So they jarred and jangled through breakfast. That is, she did.: [930, 46, 1103, 82]
- article-paragraph: caught his provokingly smiling eyes—yes; hated it, and him, and the place, and everything.: [930, 29, 1103, 46]
- table-kind-cell: girls: [234, 1080, 248, 1089]
- table-total-cell: 25: [347, 1089, 368, 1097]
- table-row: [195, 1021, 368, 1029]
- article-paragraph: When wives get into a passion they are apt to say things that they may hereafter bitterly regret. Mrs Hardy was no exception. Her husband stood breathlessly silent, his face paling. They had not been married a year yet.: [746, 270, 920, 306]
